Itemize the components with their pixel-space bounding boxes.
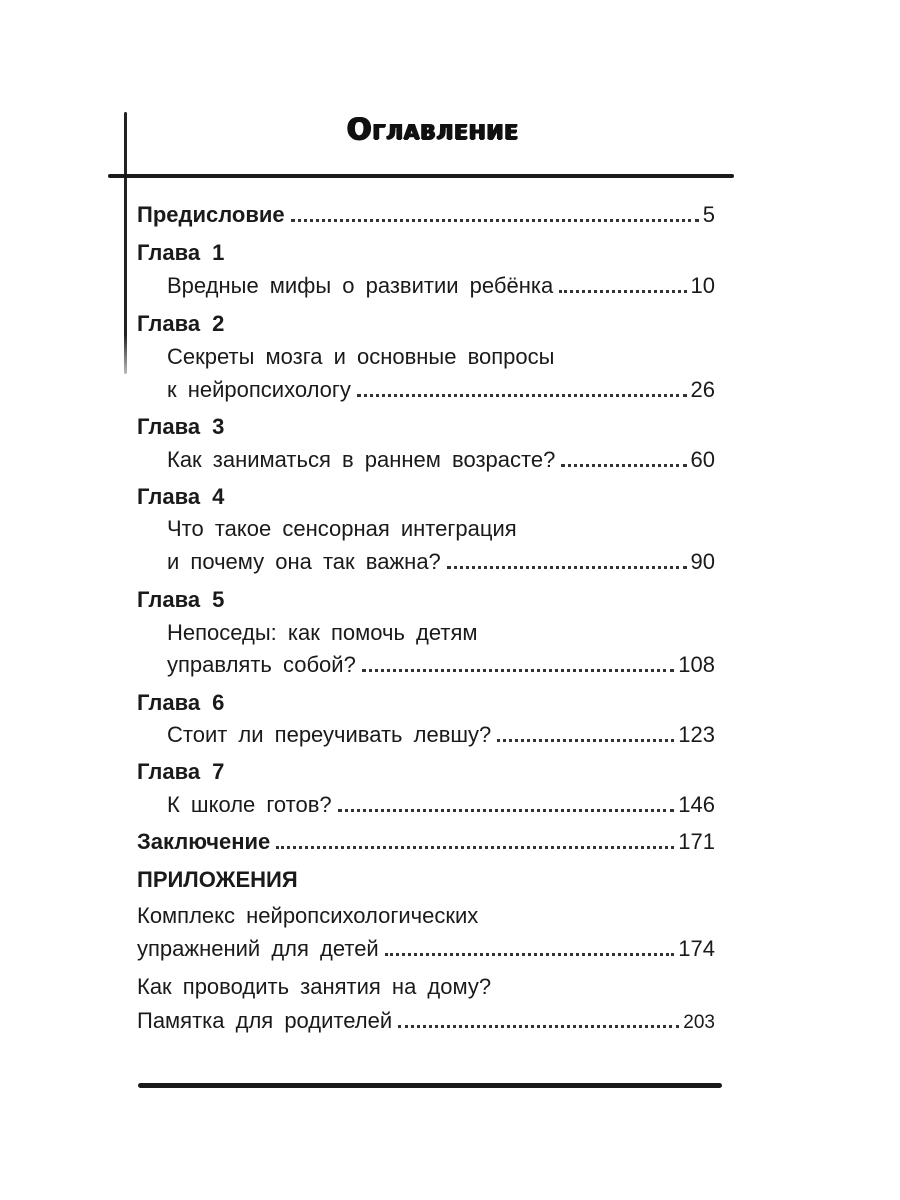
toc-page-number: 60 [690, 447, 715, 472]
dot-leader [357, 390, 687, 397]
toc-page-number: 90 [690, 549, 715, 574]
appendix-heading: ПРИЛОЖЕНИЯ [137, 867, 298, 892]
toc-page-number: 171 [678, 829, 715, 854]
toc-entry-label: Предисловие [137, 202, 285, 227]
toc-entry-label: Что такое сенсорная интеграция [167, 516, 517, 541]
toc-entry-chapter-2-line-1[interactable] [167, 342, 554, 372]
toc-page-number: 26 [690, 377, 715, 402]
chapter-heading: Глава 2 [137, 311, 225, 336]
toc-entry-label: Секреты мозга и основные вопросы [167, 344, 555, 369]
toc-entry-chapter-5-line-1[interactable] [167, 618, 478, 648]
chapter-heading: Глава 6 [137, 690, 225, 715]
toc-entry-label: и почему она так важна? [167, 549, 441, 574]
toc-entry-chapter-5[interactable] [167, 650, 715, 680]
toc-page-number: 123 [678, 722, 715, 747]
toc-entry-appendix-1[interactable] [137, 934, 715, 964]
dot-leader [362, 665, 674, 672]
toc-page-number: 174 [678, 936, 715, 961]
toc-entry-label: Памятка для родителей [137, 1008, 393, 1033]
toc-page-number: 146 [678, 792, 715, 817]
toc-entry-label: Стоит ли переучивать левшу? [167, 722, 492, 747]
toc-entry-label: Как проводить занятия на дому? [137, 974, 492, 999]
page-title: Оглавление [346, 112, 520, 146]
toc-entry-chapter-4[interactable] [167, 547, 715, 577]
toc-entry-label: Вредные мифы о развитии ребёнка [167, 273, 554, 298]
toc-entry-chapter-6[interactable] [167, 720, 715, 750]
dot-leader [559, 286, 686, 293]
toc-page-number: 108 [678, 652, 715, 677]
toc-entry-appendix-2[interactable] [137, 1006, 715, 1038]
dot-leader [291, 215, 699, 222]
dot-leader [385, 949, 675, 956]
toc-entry-label: к нейропсихологу [167, 377, 351, 402]
dot-leader [447, 562, 687, 569]
toc-entry-preface[interactable] [137, 200, 715, 230]
toc-page-number: 10 [690, 273, 715, 298]
toc-entry-chapter-7[interactable] [167, 790, 715, 820]
toc-entry-label: К школе готов? [167, 792, 332, 817]
toc-entry-conclusion[interactable] [137, 827, 715, 857]
toc-entry-chapter-3[interactable] [167, 445, 715, 475]
toc-entry-chapter-2[interactable] [167, 375, 715, 405]
chapter-heading: Глава 4 [137, 484, 225, 509]
chapter-heading: Глава 5 [137, 587, 225, 612]
dot-leader [497, 735, 674, 742]
dot-leader [561, 460, 686, 467]
toc-entry-label: управлять собой? [167, 652, 356, 677]
chapter-heading: Глава 7 [137, 759, 225, 784]
dot-leader [276, 842, 674, 849]
toc-entry-appendix-1-line-1[interactable] [137, 901, 478, 931]
toc-entry-label: Заключение [137, 829, 271, 854]
toc-entry-chapter-4-line-1[interactable] [167, 514, 517, 544]
toc-entry-label: Комплекс нейропсихологических [137, 903, 479, 928]
toc-entry-chapter-1[interactable] [167, 271, 715, 301]
chapter-heading: Глава 1 [137, 240, 225, 265]
toc-entry-appendix-2-line-1[interactable] [137, 972, 491, 1002]
bottom-rule [138, 1083, 722, 1088]
dot-leader [398, 1021, 679, 1028]
chapter-heading: Глава 3 [137, 414, 225, 439]
toc-entry-label: Непоседы: как помочь детям [167, 620, 478, 645]
dot-leader [338, 805, 675, 812]
toc-page-number: 5 [702, 202, 715, 227]
toc-entry-label: упражнений для детей [137, 936, 379, 961]
toc-entry-label: Как заниматься в раннем возрасте? [167, 447, 556, 472]
toc-page-number: 203 [683, 1012, 715, 1033]
